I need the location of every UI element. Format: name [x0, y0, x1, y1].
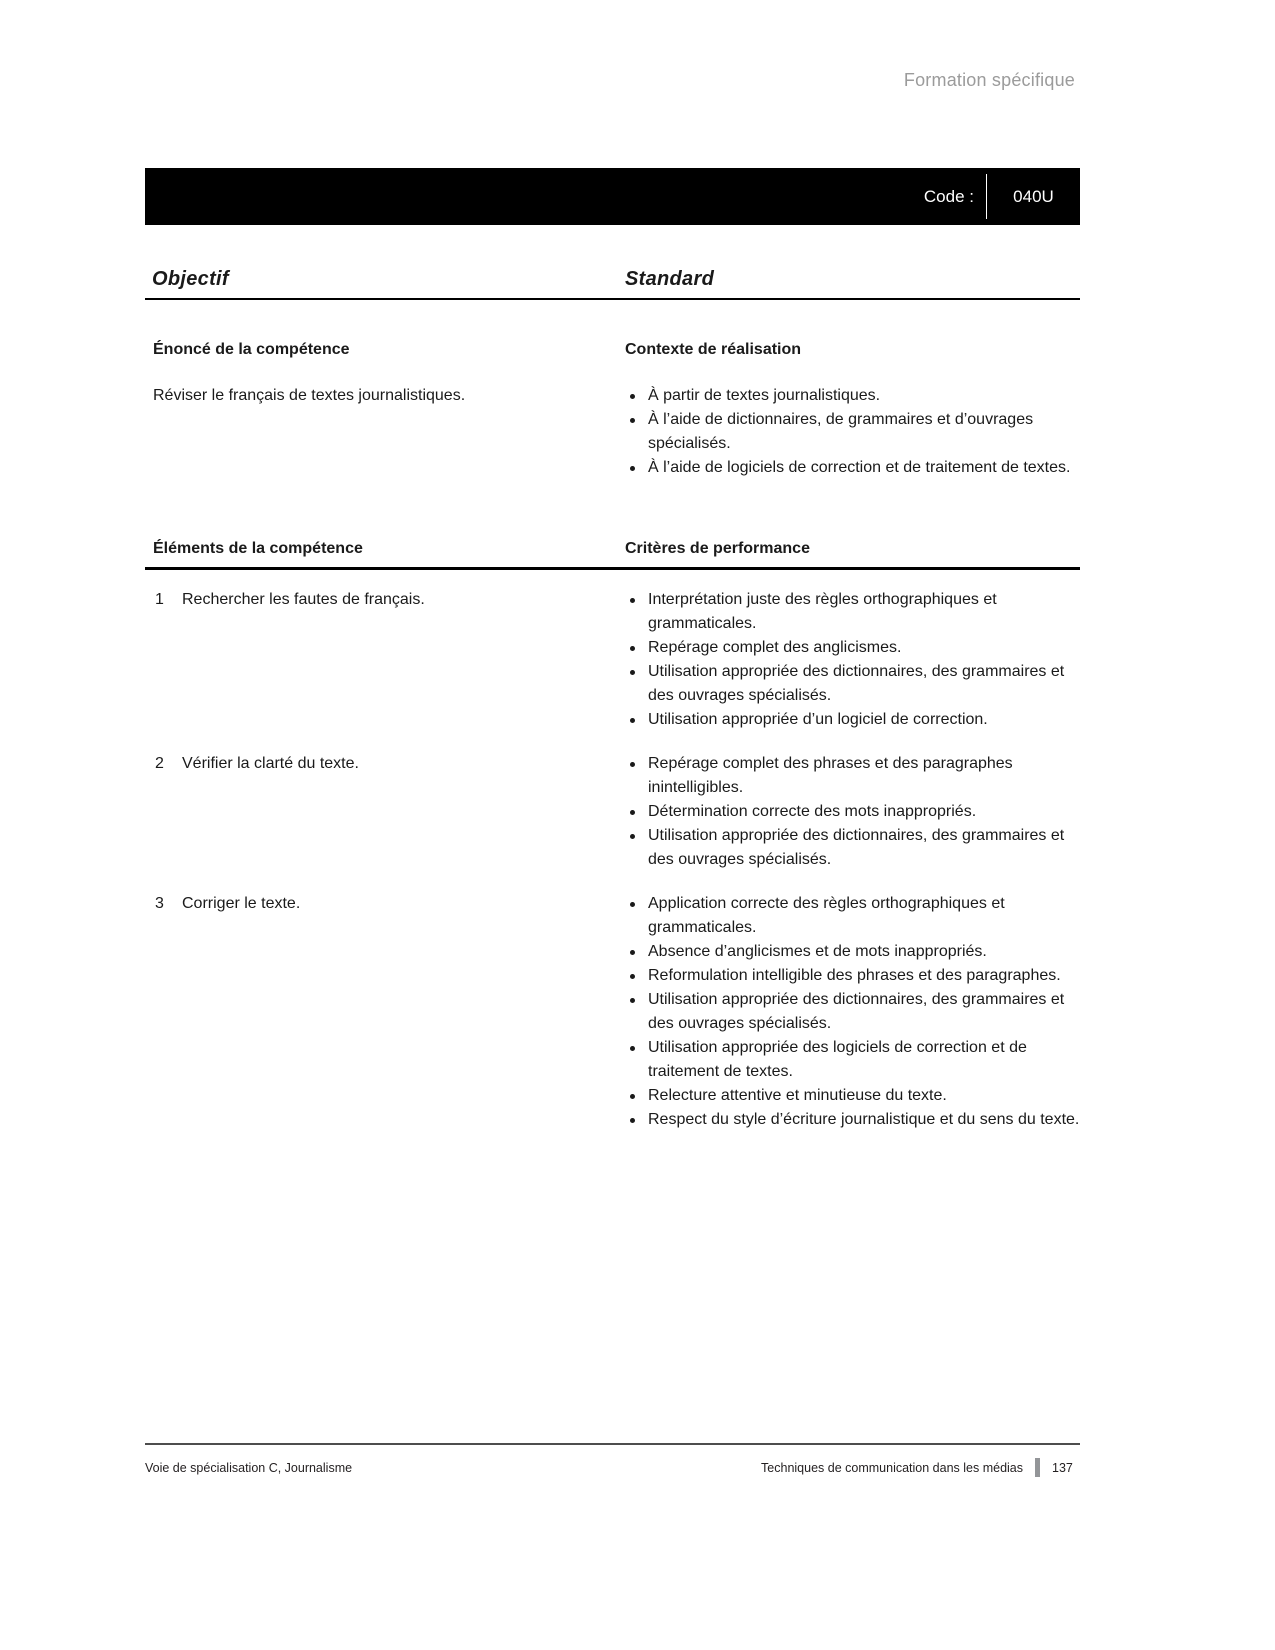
elements-section-titles: [145, 540, 1080, 570]
footer-left-text: Voie de spécialisation C, Journalisme: [145, 1460, 353, 1475]
criteria-cell: [625, 892, 1080, 1132]
code-label: Code :: [923, 186, 974, 206]
criterion-item: Repérage complet des phrases et des paragraphes inintelligibles.: [625, 752, 1080, 800]
objectif-title: Objectif: [152, 268, 229, 290]
criterion-item: Repérage complet des anglicismes.: [625, 636, 1080, 660]
element-row: [145, 588, 1080, 732]
bullet-item: À partir de textes journalistiques.: [625, 384, 1080, 408]
competence-left-column: [145, 340, 625, 480]
criteria-list: [625, 892, 1080, 1132]
element-cell: [145, 588, 625, 732]
element-text: Vérifier la clarté du texte.: [182, 755, 359, 772]
code-value: 040U: [1013, 186, 1054, 206]
criterion-item: Utilisation appropriée des dictionnaires, des grammaires et des ouvrages spécialisés.: [625, 988, 1080, 1036]
criterion-item: Relecture attentive et minutieuse du texte.: [625, 1084, 1080, 1108]
criterion-item: Interprétation juste des règles orthographiques et grammaticales.: [625, 588, 1080, 636]
criterion-item: Reformulation intelligible des phrases et des paragraphes.: [625, 964, 1080, 988]
competence-statement: Réviser le français de textes journalistiques.: [153, 387, 466, 404]
element-cell: [145, 752, 625, 872]
element-number: 2: [155, 755, 164, 772]
element-text: Corriger le texte.: [182, 895, 301, 912]
contexte-heading: Contexte de réalisation: [625, 341, 802, 358]
criterion-item: Utilisation appropriée des dictionnaires, des grammaires et des ouvrages spécialisés.: [625, 824, 1080, 872]
footer-right-group: [761, 1458, 1080, 1477]
enonce-heading: Énoncé de la compétence: [153, 341, 350, 358]
criteria-list: [625, 752, 1080, 872]
criteres-heading: Critères de performance: [625, 540, 810, 557]
contexte-bullet-list: [625, 384, 1080, 480]
element-cell: [145, 892, 625, 1132]
page-number-bar: [1035, 1458, 1040, 1477]
criterion-item: Absence d’anglicismes et de mots inappropriés.: [625, 940, 1080, 964]
contexte-right-column: [625, 340, 1080, 480]
code-banner: [145, 168, 1080, 225]
column-titles: [145, 268, 1080, 300]
criterion-item: Utilisation appropriée des dictionnaires, des grammaires et des ouvrages spécialisés.: [625, 660, 1080, 708]
section-header-label: Formation spécifique: [903, 70, 1075, 90]
elements-heading: Éléments de la compétence: [153, 540, 363, 557]
competence-section: [145, 340, 1080, 480]
criterion-item: Utilisation appropriée d’un logiciel de correction.: [625, 708, 1080, 732]
standard-title: Standard: [625, 268, 715, 290]
footer-divider: [145, 1443, 1080, 1445]
page-number: 137: [1052, 1460, 1073, 1475]
bullet-item: À l’aide de logiciels de correction et de traitement de textes.: [625, 456, 1080, 480]
criteria-list: [625, 588, 1080, 732]
element-row: [145, 892, 1080, 1132]
element-number: 1: [155, 591, 164, 608]
footer-right-text: Techniques de communication dans les médias: [761, 1460, 1023, 1475]
criterion-item: Détermination correcte des mots inappropriés.: [625, 800, 1080, 824]
bullet-item: À l’aide de dictionnaires, de grammaires et d’ouvrages spécialisés.: [625, 408, 1080, 456]
criterion-item: Respect du style d’écriture journalistique et du sens du texte.: [625, 1108, 1080, 1132]
criterion-item: Application correcte des règles orthographiques et grammaticales.: [625, 892, 1080, 940]
criterion-item: Utilisation appropriée des logiciels de correction et de traitement de textes.: [625, 1036, 1080, 1084]
criteria-cell: [625, 588, 1080, 732]
page-footer: [145, 1458, 1080, 1477]
element-text: Rechercher les fautes de français.: [182, 591, 425, 608]
criteria-cell: [625, 752, 1080, 872]
element-number: 3: [155, 895, 164, 912]
elements-rows: [145, 588, 1080, 1152]
element-row: [145, 752, 1080, 872]
